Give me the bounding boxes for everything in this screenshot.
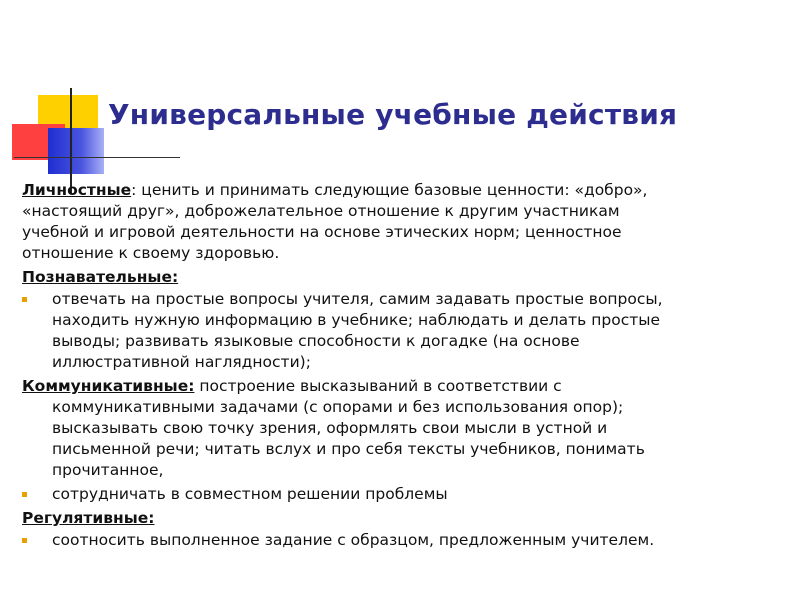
decorative-vertical-line — [70, 88, 72, 194]
list-item — [22, 530, 782, 551]
list-item — [22, 484, 782, 505]
section-communicative — [22, 376, 782, 505]
text-line: сотрудничать в совместном решении проблемы — [52, 485, 448, 503]
slide-title: Универсальные учебные действия — [108, 98, 678, 131]
section-lead-line — [22, 180, 782, 201]
bullet-icon — [22, 297, 27, 302]
text-line: выводы; развивать языковые способности к догадке (на основе — [52, 332, 580, 350]
text-line: прочитанное, — [52, 461, 164, 479]
text-line: соотносить выполненное задание с образцом, предложенным учителем. — [52, 531, 655, 549]
decorative-blue-square — [48, 128, 104, 174]
text-line: построение высказываний в соответствии с — [194, 377, 562, 395]
section-heading: Личностные — [22, 181, 132, 199]
text-line: «настоящий друг», доброжелательное отношение к другим участникам — [22, 202, 620, 220]
section-heading: Регулятивные: — [22, 509, 155, 527]
text-line: отношение к своему здоровью. — [22, 244, 280, 262]
text-line: учебной и игровой деятельности на основе этических норм; ценностное — [22, 223, 622, 241]
section-regulatory — [22, 508, 782, 551]
section-heading: Познавательные: — [22, 268, 179, 286]
bullet-icon — [22, 538, 27, 543]
bullet-icon — [22, 492, 27, 497]
text-line: находить нужную информацию в учебнике; наблюдать и делать простые — [52, 311, 661, 329]
section-personal — [22, 180, 782, 264]
list-item — [22, 289, 782, 373]
slide-content — [22, 180, 782, 551]
text-line: отвечать на простые вопросы учителя, самим задавать простые вопросы, — [52, 290, 663, 308]
section-heading: Коммуникативные: — [22, 377, 195, 395]
decorative-horizontal-line — [14, 157, 180, 158]
text-line: иллюстративной наглядности); — [52, 353, 311, 371]
section-cognitive — [22, 267, 782, 373]
text-line: высказывать свою точку зрения, оформлять свои мысли в устной и — [52, 419, 608, 437]
text-line: письменной речи; читать вслух и про себя тексты учебников, понимать — [52, 440, 645, 458]
text-line: : ценить и принимать следующие базовые ценности: «добро», — [131, 181, 648, 199]
text-line: коммуникативными задачами (с опорами и без использования опор); — [52, 398, 624, 416]
